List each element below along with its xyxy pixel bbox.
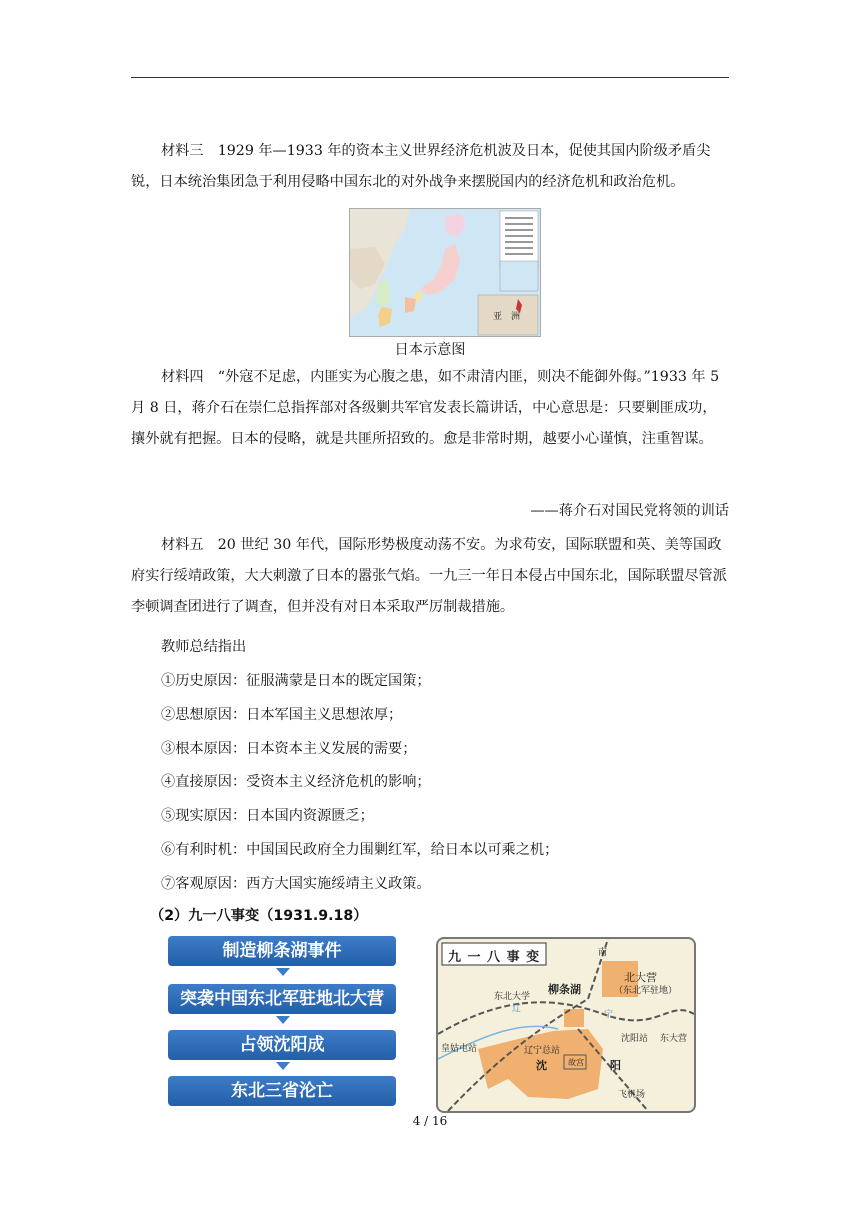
reason-item: ③根本原因：日本资本主义发展的需要； <box>161 741 417 757</box>
down-arrow-icon <box>276 968 290 976</box>
map-label-dongbei-univ: 东北大学 <box>494 992 531 1002</box>
down-arrow-icon <box>276 1062 290 1070</box>
map-label-yang: 阳 <box>610 1059 621 1072</box>
map-label-liutiaohu: 柳条湖 <box>548 983 581 996</box>
map-label-airport: 飞机场 <box>618 1090 646 1100</box>
header-rule <box>131 77 729 78</box>
map-title: 九 一 八 事 变 <box>448 950 541 965</box>
material-5-paragraph: 材料五 20 世纪 30 年代，国际形势极度动荡不安。为求苟安，国际联盟和英、美等国政府实行绥靖政策，大大刺激了日本的嚣张气焰。一九三一年日本侵占中国东北，国际联盟尽管派李顿调查团进行了调查，但并没有对日本采取严厉制裁措施。 <box>131 537 727 615</box>
reason-item: ⑥有利时机：中国国民政府全力围剿红军，给日本以可乘之机； <box>161 842 559 858</box>
teacher-summary-label: 教师总结指出 <box>161 639 247 655</box>
material-4-source: ——蒋介石对国民党将领的训话 <box>530 503 729 519</box>
reason-item: ②思想原因：日本军国主义思想浓厚； <box>161 707 403 723</box>
japan-map-caption: 日本示意图 <box>394 342 466 358</box>
reason-item: ④直接原因：受资本主义经济危机的影响； <box>161 774 431 790</box>
map-label-ning: 宁 <box>604 1010 614 1020</box>
map-label-beidaying: 北大营 <box>624 971 657 984</box>
down-arrow-icon <box>276 1016 290 1024</box>
material-3-paragraph: 材料三 1929 年—1933 年的资本主义世界经济危机波及日本，促使其国内阶级矛盾尖锐，日本统治集团急于利用侵略中国东北的对外战争来摆脱国内的经济危机和政治危机。 <box>131 143 711 190</box>
map-label-beidaying-note: （东北军驻地） <box>614 986 678 996</box>
japan-map <box>349 208 541 337</box>
reason-item: ⑦客观原因：西方大国实施绥靖主义政策。 <box>161 876 431 892</box>
flow-step: 占领沈阳成 <box>168 1030 396 1060</box>
map-label-dongdaying: 东大营 <box>660 1034 688 1044</box>
section-heading: （2）九一八事变（1931.9.18） <box>150 908 368 924</box>
map-label-liao: 辽 <box>512 1004 522 1014</box>
map-label-shen: 沈 <box>536 1059 547 1072</box>
flow-step: 制造柳条湖事件 <box>168 936 396 966</box>
map-label-gugong: 故宫 <box>568 1058 584 1067</box>
map-label-nan: 南 <box>598 948 608 958</box>
reason-item: ①历史原因：征服满蒙是日本的既定国策； <box>161 673 431 689</box>
flow-step: 东北三省沦亡 <box>168 1076 396 1106</box>
reason-item: ⑤现实原因：日本国内资源匮乏； <box>161 808 374 824</box>
material-4-paragraph: 材料四 “外寇不足虑，内匪实为心腹之患，如不肃清内匪，则决不能御外侮。”1933 年 5 月 8 日，蒋介石在崇仁总指挥部对各级剿共军官发表长篇讲话，中心意思是：只要剿匪成功，攘外就有把握。日本的侵略，就是共匪所招致的。愈是非常时期，越要小心谨慎，注重智谋。 <box>131 369 720 447</box>
page-number: 4 / 16 <box>412 1114 448 1128</box>
map-label-shenyang-station: 沈阳站 <box>621 1034 649 1044</box>
event-flowchart <box>168 936 396 1108</box>
map-label-liaoning-hq: 辽宁总站 <box>524 1046 561 1056</box>
flow-step: 突袭中国东北军驻地北大营 <box>168 984 396 1014</box>
map-label-huanggutun: 皇姑屯站 <box>441 1044 478 1054</box>
mukden-incident-map <box>436 937 696 1113</box>
map-label-asia: 亚 洲 <box>493 312 521 322</box>
